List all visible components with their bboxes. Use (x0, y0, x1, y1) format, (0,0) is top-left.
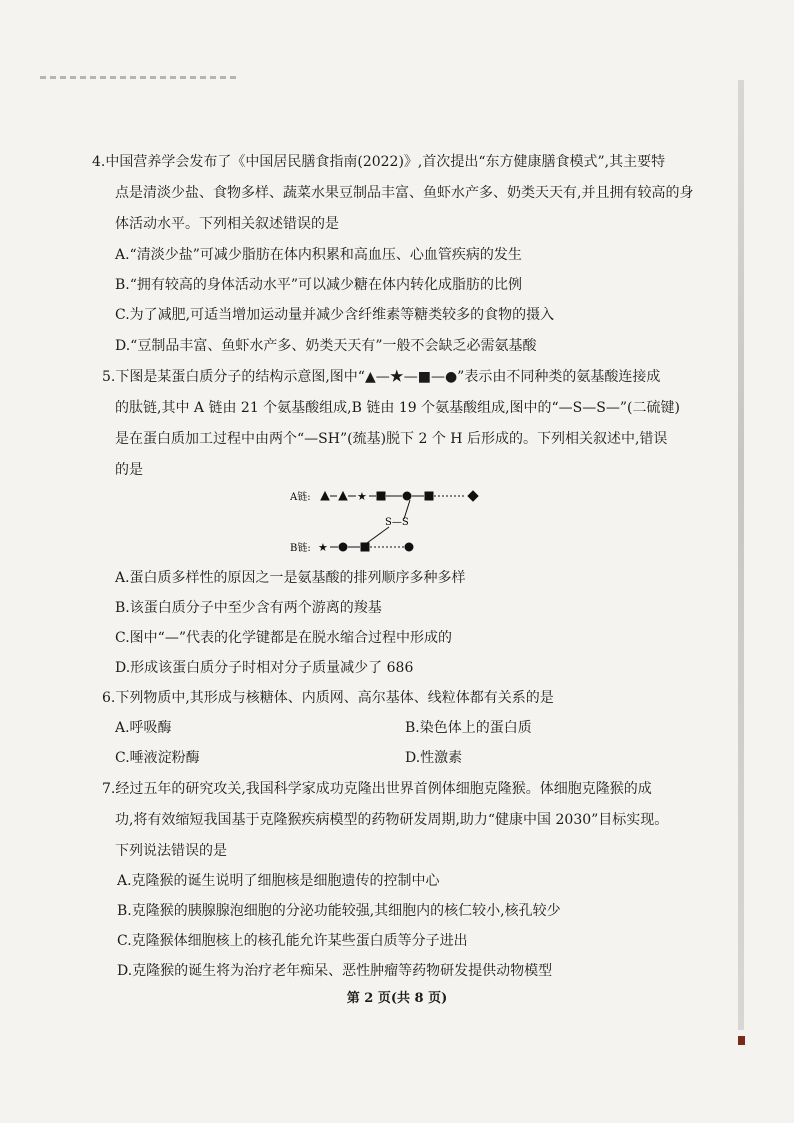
star-mark: ★ (318, 541, 328, 554)
triangle-mark (321, 492, 329, 500)
q4-stem-line-3: 体活动水平。下列相关叙述错误的是 (115, 216, 339, 232)
circle-mark (405, 543, 413, 551)
q5-option-d: D.形成该蛋白质分子时相对分子质量减少了 686 (115, 660, 414, 676)
q7-option-b: B.克隆猴的胰腺腺泡细胞的分泌功能较强,其细胞内的核仁较小,核孔较少 (117, 903, 561, 919)
page-footer: 第 2 页(共 8 页) (346, 991, 448, 1006)
q5-stem-line-4: 的是 (115, 462, 143, 478)
square-mark (425, 492, 433, 500)
q5-option-a: A.蛋白质多样性的原因之一是氨基酸的排列顺序多种多样 (115, 570, 466, 586)
q6-option-a: A.呼吸酶 (115, 720, 172, 736)
triangle-mark (339, 492, 347, 500)
scan-artifact-top (40, 76, 240, 79)
q5-stem-line-1: 5.下图是某蛋白质分子的结构示意图,图中“▲—★—■—●”表示由不同种类的氨基酸连接成 (102, 369, 661, 385)
q7-stem-line-1: 7.经过五年的研究攻关,我国科学家成功克隆出世界首例体细胞克隆猴。体细胞克隆猴的成 (102, 781, 652, 797)
q6-option-b: B.染色体上的蛋白质 (405, 720, 532, 736)
square-mark (361, 543, 369, 551)
diamond-mark (468, 491, 478, 501)
q4-stem-line-1: 4.中国营养学会发布了《中国居民膳食指南(2022)》,首次提出“东方健康膳食模式”,其主要特 (92, 154, 666, 170)
q5-stem-line-3: 是在蛋白质加工过程中由两个“—SH”(巯基)脱下 2 个 H 后形成的。下列相关叙述中,错误 (115, 431, 668, 447)
q7-option-a: A.克隆猴的诞生说明了细胞核是细胞遗传的控制中心 (117, 873, 440, 889)
chain-b (318, 541, 413, 554)
q4-stem-line-2: 点是清淡少盐、食物多样、蔬菜水果豆制品丰富、鱼虾水产多、奶类天天有,并且拥有较高的身 (115, 185, 694, 201)
q4-option-a: A.“清淡少盐”可减少脂肪在体内积累和高血压、心血管疾病的发生 (115, 247, 522, 263)
circle-mark (339, 543, 347, 551)
circle-mark (403, 492, 411, 500)
q5-option-b: B.该蛋白质分子中至少含有两个游离的羧基 (115, 600, 382, 616)
protein-structure-diagram (290, 485, 500, 555)
square-mark (377, 492, 385, 500)
chain-a-label: A链: (290, 492, 311, 503)
q4-option-d: D.“豆制品丰富、鱼虾水产多、奶类天天有”一般不会缺乏必需氨基酸 (115, 338, 537, 354)
q7-option-d: D.克隆猴的诞生将为治疗老年痴呆、恶性肿瘤等药物研发提供动物模型 (117, 963, 553, 979)
chain-b-label: B链: (290, 543, 311, 554)
q4-option-c: C.为了减肥,可适当增加运动量并减少含纤维素等糖类较多的食物的摄入 (115, 307, 555, 323)
chain-a (321, 490, 478, 503)
q7-stem-line-3: 下列说法错误的是 (115, 843, 227, 859)
q7-option-c: C.克隆猴体细胞核上的核孔能允许某些蛋白质等分子进出 (117, 933, 468, 949)
q7-stem-line-2: 功,将有效缩短我国基于克隆猴疾病模型的药物研发周期,助力“健康中国 2030”目标实现。 (115, 812, 669, 828)
q6-option-d: D.性激素 (405, 750, 463, 766)
q4-option-b: B.“拥有较高的身体活动水平”可以减少糖在体内转化成脂肪的比例 (115, 277, 523, 293)
q5-option-c: C.图中“—”代表的化学键都是在脱水缩合过程中形成的 (115, 630, 452, 646)
star-mark: ★ (357, 490, 367, 503)
q6-option-c: C.唾液淀粉酶 (115, 750, 200, 766)
q5-stem-line-2: 的肽链,其中 A 链由 21 个氨基酸组成,B 链由 19 个氨基酸组成,图中的“—S—S—”(二硫键) (115, 400, 680, 416)
disulfide-bond-label: S—S (385, 517, 409, 528)
scan-edge-right (738, 80, 744, 1030)
q6-stem-line-1: 6.下列物质中,其形成与核糖体、内质网、高尔基体、线粒体都有关系的是 (102, 690, 554, 706)
scan-edge-mark (738, 1036, 745, 1045)
